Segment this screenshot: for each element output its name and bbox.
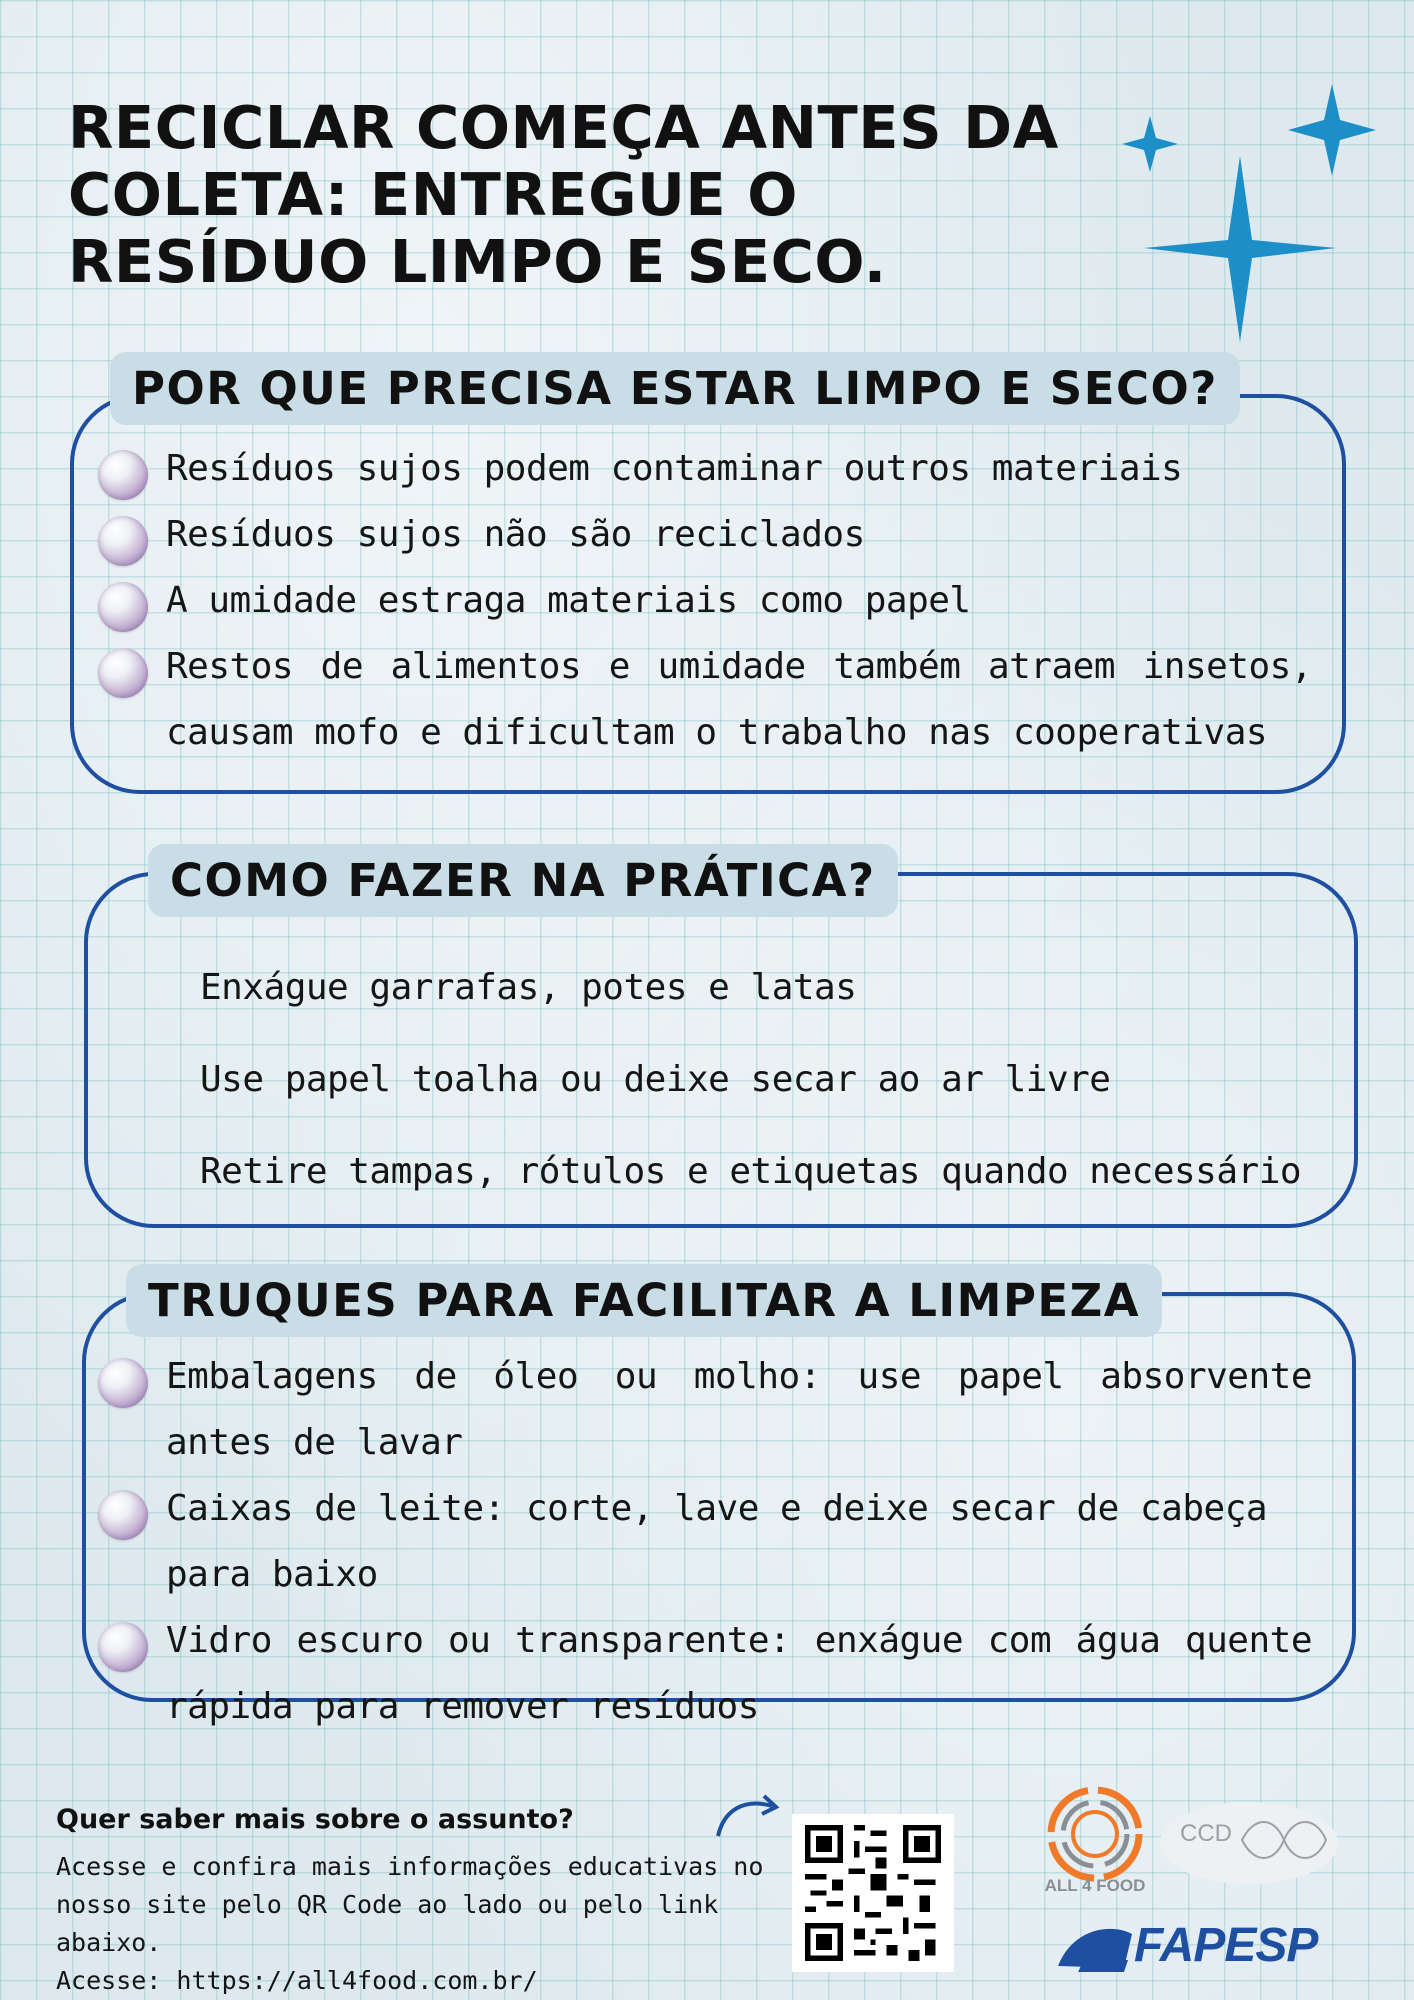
list-item: Retire tampas, rótulos e etiquetas quando necessário: [200, 1151, 1302, 1192]
footer-text: Acesse e confira mais informações educativas no nosso site pelo QR Code ao lado ou pelo link abaixo. Acesse: https://all4food.com.br/: [56, 1852, 764, 1995]
poster-title: RECICLAR COMEÇA ANTES DA COLETA: ENTREGUE O RESÍDUO LIMPO E SECO.: [68, 93, 1059, 296]
bubble-bullet-icon: [98, 582, 148, 632]
all4food-logo-label: ALL 4 FOOD: [1044, 1876, 1146, 1895]
tricks-list: [166, 1344, 1312, 1740]
list-item: Use papel toalha ou deixe secar ao ar livre: [200, 1059, 1111, 1100]
bubble-bullet-icon: [98, 450, 148, 500]
list-item: Resíduos sujos podem contaminar outros materiais: [166, 436, 1312, 502]
list-item: Enxágue garrafas, potes e latas: [200, 967, 857, 1008]
how-to-heading: COMO FAZER NA PRÁTICA?: [148, 844, 898, 917]
list-item: A umidade estraga materiais como papel: [166, 568, 1312, 634]
list-item: Vidro escuro ou transparente: enxágue com água quente rápida para remover resíduos: [166, 1608, 1312, 1740]
tricks-heading: TRUQUES PARA FACILITAR A LIMPEZA: [126, 1264, 1162, 1337]
list-item: Embalagens de óleo ou molho: use papel absorvente antes de lavar: [166, 1344, 1312, 1476]
bubble-bullet-icon: [98, 1490, 148, 1540]
ccd-logo-label: CCD: [1180, 1820, 1232, 1847]
list-item: Resíduos sujos não são reciclados: [166, 502, 1312, 568]
bubble-bullet-icon: [98, 1622, 148, 1672]
sparkle-stars-icon: [1110, 80, 1390, 350]
list-item: Restos de alimentos e umidade também atraem insetos, causam mofo e dificultam o trabalho nas cooperativas: [166, 634, 1312, 766]
bubble-bullet-icon: [98, 648, 148, 698]
footer-title: Quer saber mais sobre o assunto?: [56, 1804, 574, 1835]
curved-arrow-icon: [714, 1790, 784, 1840]
how-to-list: [200, 942, 1320, 1218]
fapesp-logo-label: FAPESP: [1134, 1919, 1318, 1972]
ccd-infinity-icon: [1236, 1812, 1332, 1868]
why-clean-heading: POR QUE PRECISA ESTAR LIMPO E SECO?: [110, 352, 1240, 425]
bubble-bullet-icon: [98, 1358, 148, 1408]
bubble-bullet-icon: [98, 516, 148, 566]
list-item: Caixas de leite: corte, lave e deixe secar de cabeça para baixo: [166, 1476, 1312, 1608]
qr-code-icon[interactable]: [792, 1814, 954, 1972]
why-clean-list: [166, 436, 1312, 766]
